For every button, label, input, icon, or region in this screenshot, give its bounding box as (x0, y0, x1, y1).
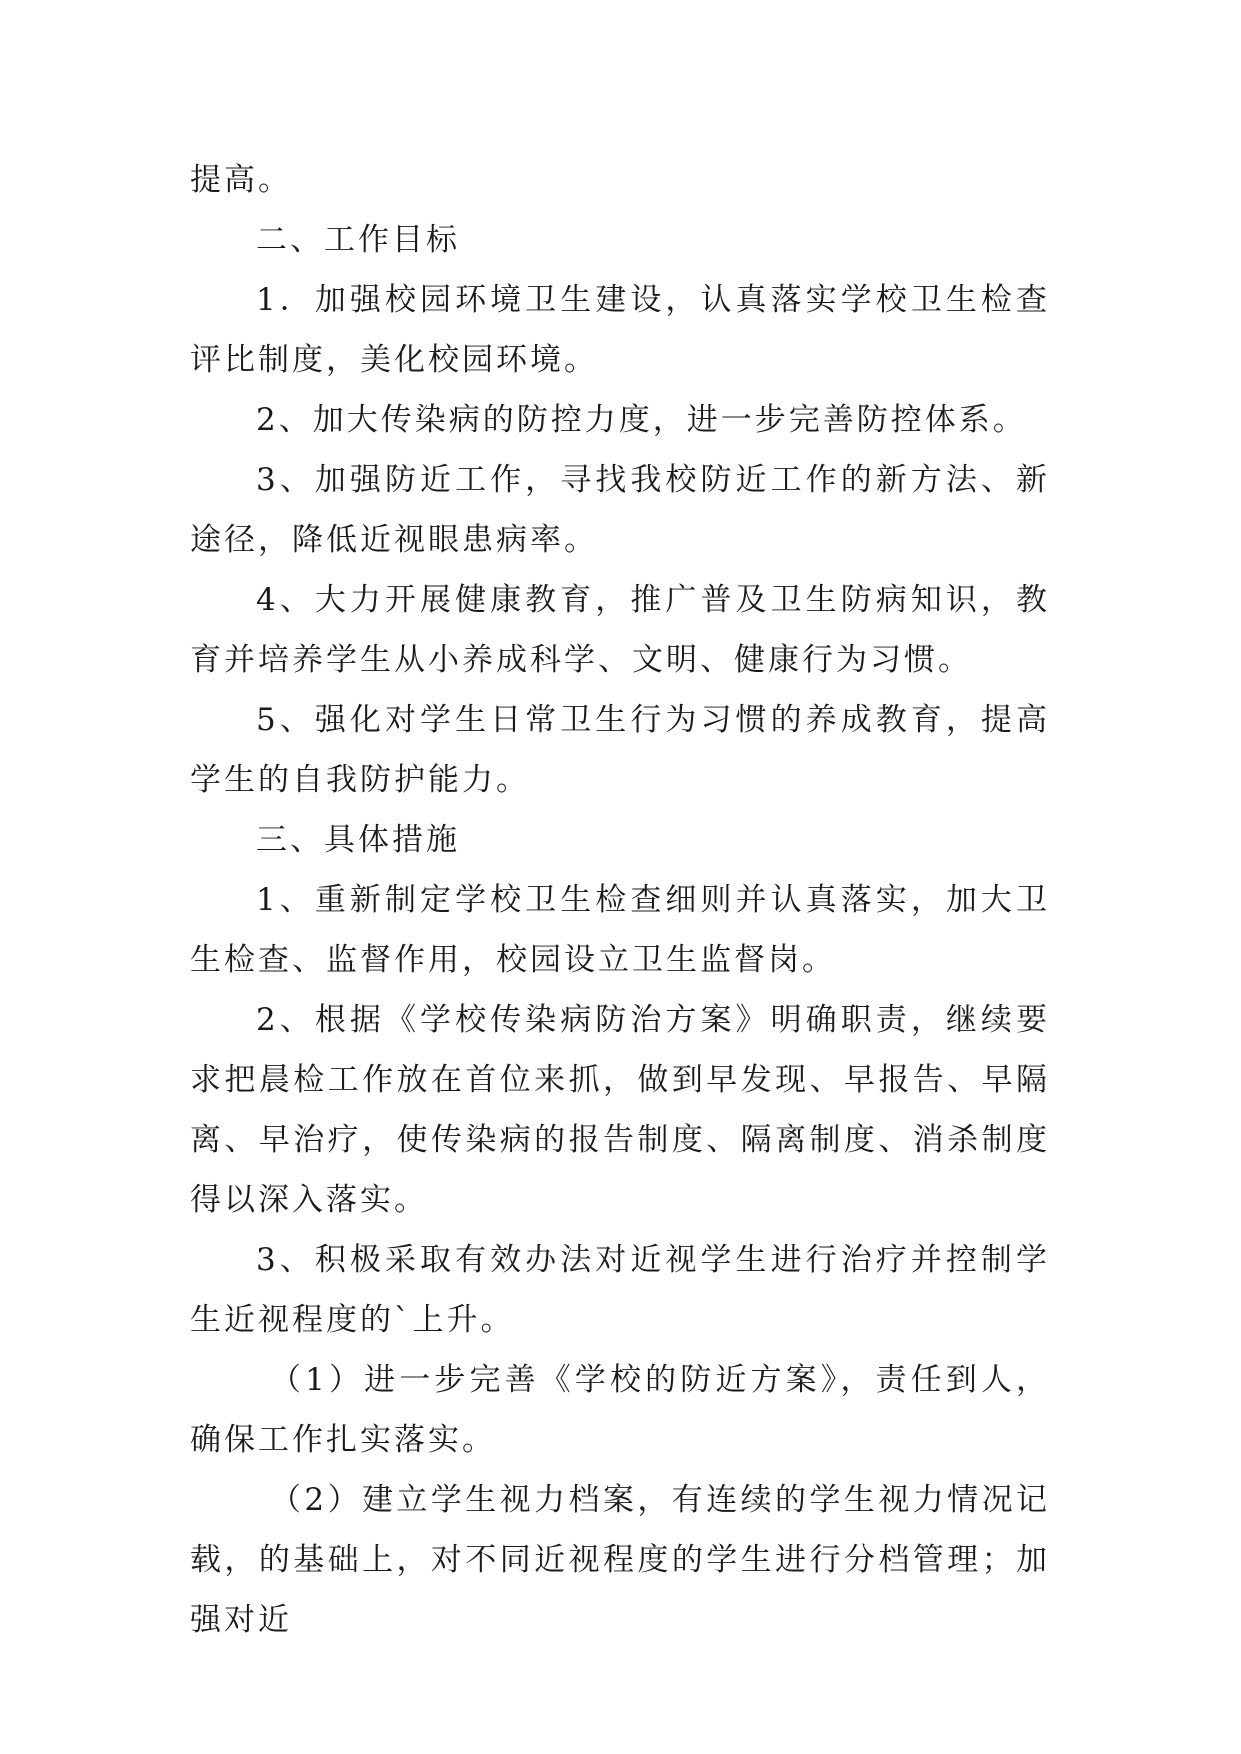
goal-item-3: 3、加强防近工作，寻找我校防近工作的新方法、新途径，降低近视眼患病率。 (190, 462, 1050, 558)
measure-subitem-1: （1）进一步完善《学校的防近方案》，责任到人，确保工作扎实落实。 (190, 1362, 1050, 1458)
measure-item-1: 1、重新制定学校卫生检查细则并认真落实，加大卫生检查、监督作用，校园设立卫生监督岗。 (190, 882, 1050, 978)
measure-subitem-2: （2）建立学生视力档案，有连续的学生视力情况记载，的基础上，对不同近视程度的学生进行分档管理；加强对近 (190, 1482, 1050, 1638)
goal-item-5: 5、强化对学生日常卫生行为习惯的养成教育，提高学生的自我防护能力。 (190, 702, 1050, 798)
paragraph-continuation: 提高。 (190, 162, 292, 198)
goal-item-2: 2、加大传染病的防控力度，进一步完善防控体系。 (256, 402, 1027, 438)
section-heading-measures: 三、具体措施 (256, 822, 460, 858)
section-heading-goals: 二、工作目标 (256, 222, 460, 258)
measure-item-3: 3、积极采取有效办法对近视学生进行治疗并控制学生近视程度的`上升。 (190, 1242, 1050, 1338)
goal-item-1: 1．加强校园环境卫生建设，认真落实学校卫生检查评比制度，美化校园环境。 (190, 282, 1050, 378)
measure-item-2: 2、根据《学校传染病防治方案》明确职责，继续要求把晨检工作放在首位来抓，做到早发现、早报告、早隔离、早治疗，使传染病的报告制度、隔离制度、消杀制度得以深入落实。 (190, 1002, 1050, 1218)
document-body (190, 150, 1050, 1650)
goal-item-4: 4、大力开展健康教育，推广普及卫生防病知识，教育并培养学生从小养成科学、文明、健康行为习惯。 (190, 582, 1050, 678)
